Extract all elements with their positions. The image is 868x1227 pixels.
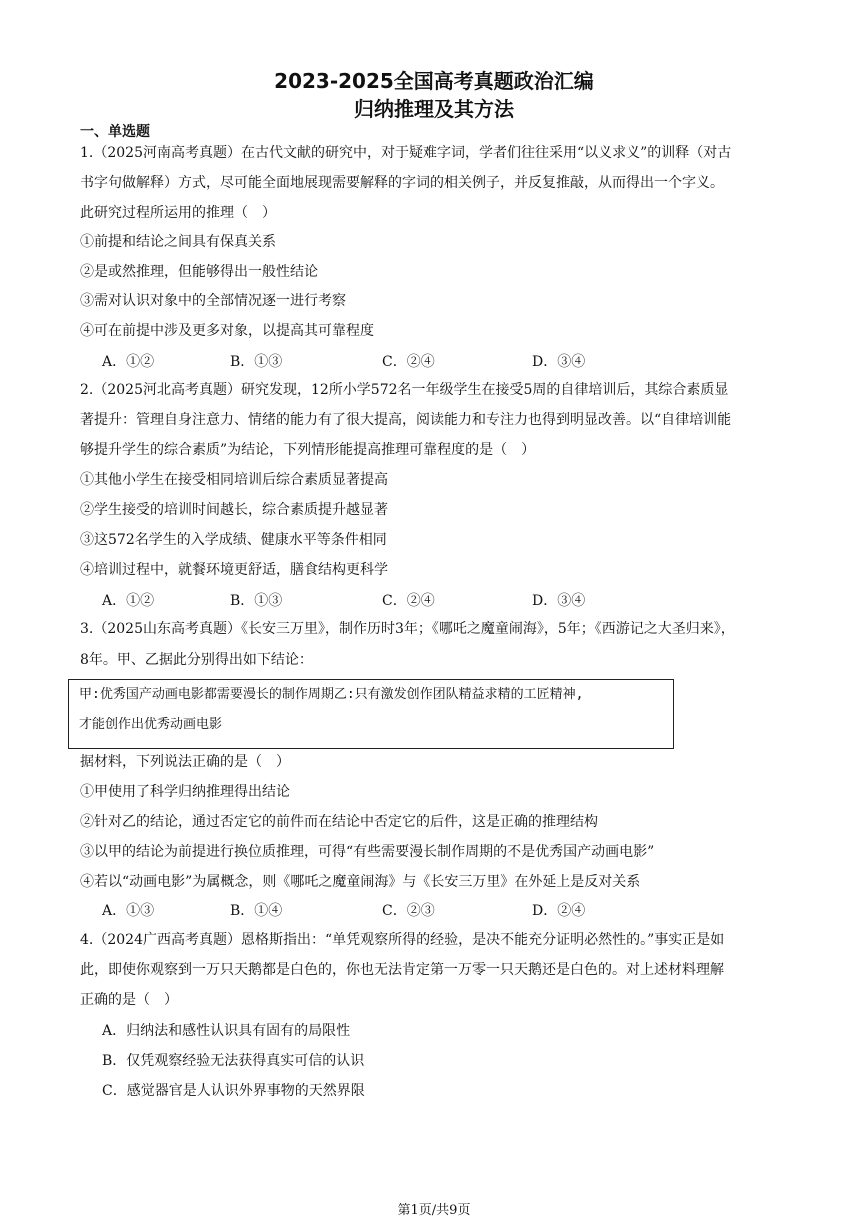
statement-3: ③需对认识对象中的全部情况逐一进行考察 — [80, 293, 346, 309]
statement-4: ④可在前提中涉及更多对象，以提高其可靠程度 — [80, 323, 374, 339]
option-c[interactable]: C．感觉器官是人认识外界事物的天然界限 — [102, 1083, 365, 1099]
statement-1: ①甲使用了科学归纳推理得出结论 — [80, 784, 290, 800]
question-text: 此，即使你观察到一万只天鹅都是白色的，你也无法肯定第一万零一只天鹅还是白色的。对上述材料理解 — [80, 962, 724, 978]
option-b[interactable]: B．①③ — [230, 354, 283, 370]
statement-1: ①前提和结论之间具有保真关系 — [80, 234, 276, 250]
option-c[interactable]: C．②④ — [382, 354, 435, 370]
option-a[interactable]: A．归纳法和感性认识具有固有的局限性 — [102, 1023, 351, 1039]
option-b[interactable]: B．仅凭观察经验无法获得真实可信的认识 — [102, 1053, 365, 1069]
question-text: 1.（2025河南高考真题）在古代文献的研究中，对于疑难字词，学者们往往采用“以义求义”的训释（对古 — [80, 145, 732, 161]
question-text: 3.（2025山东高考真题）《长安三万里》，制作历时3年；《哪吒之魔童闹海》，5年；《西游记之大圣归来》， — [80, 621, 735, 637]
question-text: 书字句做解释）方式，尽可能全面地展现需要解释的字词的相关例子，并反复推敲，从而得出一个字义。 — [80, 175, 724, 191]
section-heading: 一、单选题 — [80, 124, 150, 140]
question-text: 著提升：管理自身注意力、情绪的能力有了很大提高，阅读能力和专注力也得到明显改善。以“自律培训能 — [80, 412, 732, 428]
question-text: 8年。甲、乙据此分别得出如下结论： — [80, 652, 313, 668]
question-text: 4.（2024广西高考真题）恩格斯指出：“单凭观察所得的经验，是决不能充分证明必然性的。”事实正是如 — [80, 932, 725, 948]
statement-1: ①其他小学生在接受相同培训后综合素质显著提高 — [80, 472, 388, 488]
option-b[interactable]: B．①③ — [230, 593, 283, 609]
statement-4: ④若以“动画电影”为属概念，则《哪吒之魔童闹海》与《长安三万里》在外延上是反对关系 — [80, 874, 641, 890]
option-d[interactable]: D．③④ — [532, 354, 586, 370]
option-a[interactable]: A．①② — [102, 593, 155, 609]
statement-4: ④培训过程中，就餐环境更舒适，膳食结构更科学 — [80, 562, 388, 578]
doc-title-line2: 归纳推理及其方法 — [354, 97, 514, 121]
option-c[interactable]: C．②③ — [382, 903, 435, 919]
material-line: 才能创作出优秀动画电影 — [79, 717, 223, 732]
option-a[interactable]: A．①② — [102, 354, 155, 370]
option-d[interactable]: D．②④ — [532, 903, 586, 919]
question-text: 据材料，下列说法正确的是（ ） — [80, 754, 290, 770]
option-d[interactable]: D．③④ — [532, 593, 586, 609]
material-line: 甲:优秀国产动画电影都需要漫长的制作周期乙:只有激发创作团队精益求精的工匠精神, — [79, 687, 584, 702]
doc-title-line1: 2023-2025全国高考真题政治汇编 — [274, 69, 594, 93]
question-text: 够提升学生的综合素质”为结论，下列情形能提高推理可靠程度的是（ ） — [80, 442, 536, 458]
page-number: 第1页/共9页 — [397, 1203, 471, 1218]
statement-2: ②学生接受的培训时间越长，综合素质提升越显著 — [80, 502, 388, 518]
statement-2: ②是或然推理，但能够得出一般性结论 — [80, 264, 318, 280]
option-a[interactable]: A．①③ — [102, 903, 155, 919]
option-b[interactable]: B．①④ — [230, 903, 283, 919]
statement-3: ③以甲的结论为前提进行换位质推理，可得“有些需要漫长制作周期的不是优秀国产动画电影” — [80, 844, 655, 860]
statement-3: ③这572名学生的入学成绩、健康水平等条件相同 — [80, 532, 387, 548]
question-text: 此研究过程所运用的推理（ ） — [80, 205, 276, 221]
question-text: 2.（2025河北高考真题）研究发现，12所小学572名一年级学生在接受5周的自律培训后，其综合素质显 — [80, 382, 729, 398]
question-text: 正确的是（ ） — [80, 992, 178, 1008]
option-c[interactable]: C．②④ — [382, 593, 435, 609]
statement-2: ②针对乙的结论，通过否定它的前件而在结论中否定它的后件，这是正确的推理结构 — [80, 814, 598, 830]
material-box — [68, 679, 674, 749]
